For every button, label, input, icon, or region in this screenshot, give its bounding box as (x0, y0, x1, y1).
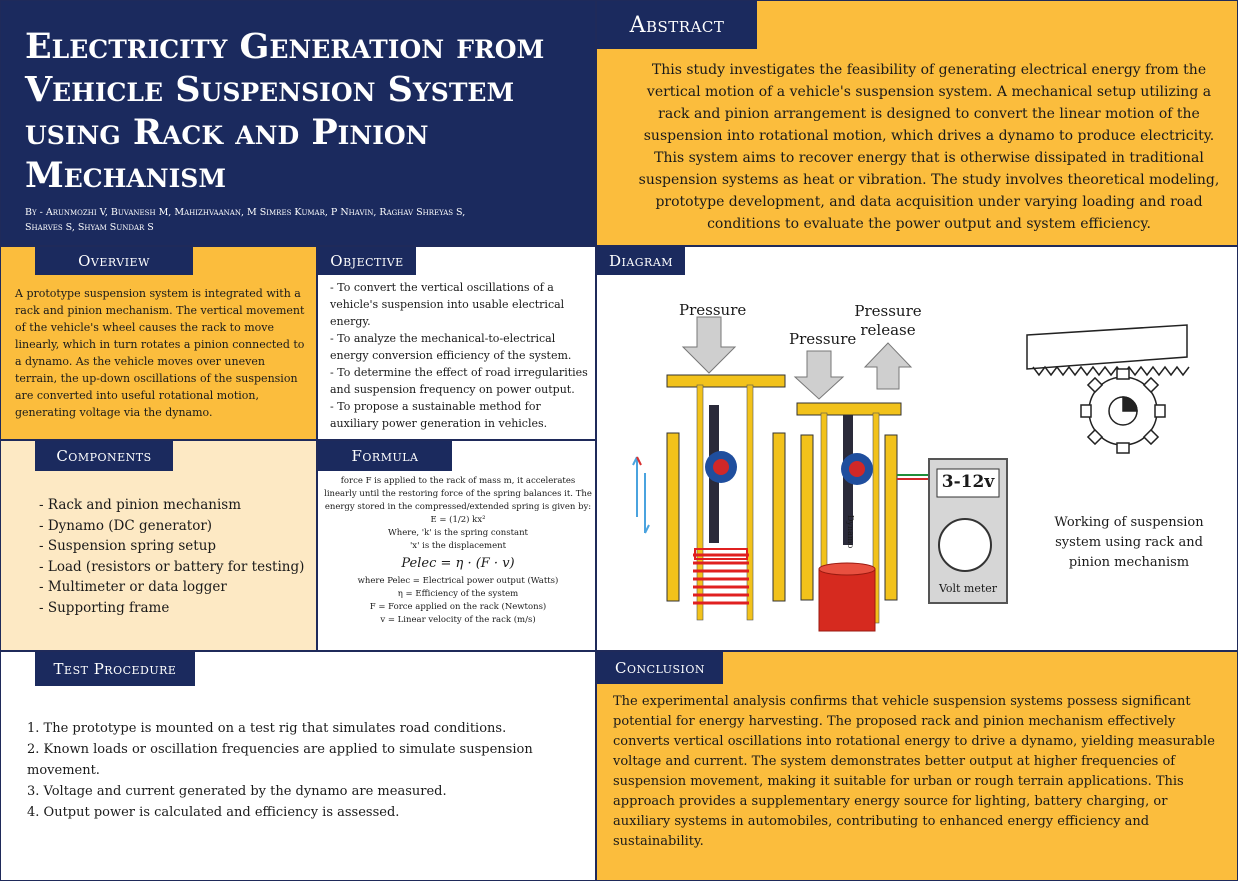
components-item: - Rack and pinion mechanism (39, 497, 242, 513)
test-item: 3. Voltage and current generated by the dynamo are measured. (27, 784, 447, 799)
diagram-heading: Diagram (597, 247, 685, 275)
formula-panel (317, 440, 596, 651)
title-panel (0, 0, 596, 246)
poster-title: Electricity Generation from Vehicle Suspension System using Rack and Pinion Mechanism (25, 26, 545, 196)
test-item: 1. The prototype is mounted on a test rig that simulates road conditions. (27, 721, 507, 736)
formula-where1: Where, 'k' is the spring constant (388, 528, 528, 538)
components-panel (0, 440, 317, 651)
diagram-caption: Working of suspension system using rack and pinion mechanism (1054, 515, 1204, 570)
authors: By - Arunmozhi V, Buvanesh M, Mahizhvaanan, M Simres Kumar, P Nhavin, Raghav Shreyas S, Sharves S, Shyam Sundar S (25, 207, 466, 233)
components-item: - Suspension spring setup (39, 538, 217, 554)
left-spring (693, 555, 749, 603)
abstract-text: This study investigates the feasibility of generating electrical energy from the vertical motion of a vehicle's suspension system. A mechanical setup utilizing a rack and pinion arrangement is designed to convert the linear motion of the suspension into rotational motion, which drives a dynamo to produce electricity. This system aims to recover energy that is otherwise dissipated in traditional suspension systems as heat or vibration. The study involves theoretical modeling, prototype development, and data acquisition under varying loading and road conditions to evaluate the power output and system efficiency. (638, 62, 1220, 232)
components-item: - Load (resistors or battery for testing) (39, 558, 305, 575)
components-item: - Multimeter or data logger (39, 579, 227, 595)
formula-intro: force F is applied to the rack of mass m, it accelerates linearly until the restoring force of the spring balances it. The energy stored in the compressed/extended spring is given by: (324, 476, 592, 512)
abstract-heading: Abstract (597, 1, 757, 49)
conclusion-panel (596, 651, 1238, 881)
test-item: 4. Output power is calculated and efficiency is assessed. (27, 805, 400, 820)
objective-item: - To convert the vertical oscillations of a vehicle's suspension into usable electrical energy. (330, 281, 565, 328)
formula-def4: v = Linear velocity of the rack (m/s) (380, 615, 536, 625)
overview-heading: Overview (35, 247, 193, 275)
formula-heading: Formula (318, 441, 452, 471)
label-release-line1: Pressure (854, 302, 922, 320)
middle-unit (795, 343, 929, 631)
objective-panel (317, 246, 596, 440)
formula-power: Pelec = η · (F · v) (401, 556, 515, 571)
test-item: 2. Known loads or oscillation frequencies are applied to simulate suspension movement. (27, 742, 533, 778)
objective-item: - To analyze the mechanical-to-electrical energy conversion efficiency of the system. (330, 332, 572, 362)
conclusion-heading: Conclusion (597, 652, 723, 684)
formula-def1: where Pelec = Electrical power output (Watts) (357, 576, 559, 586)
formula-def3: F = Force applied on the rack (Newtons) (369, 602, 547, 612)
conclusion-text: The experimental analysis confirms that vehicle suspension systems possess significant potential for energy harvesting. The proposed rack and pinion mechanism effectively converts vertical oscillations into rotational energy to drive a dynamo, yielding measurable voltage and current. The system demonstrates better output at higher frequencies of suspension movement, making it suitable for urban or rough terrain applications. This approach provides a supplementary energy source for lighting, battery charging, or auxiliary systems in automobiles, contributing to enhanced energy efficiency and sustainability. (613, 694, 1215, 849)
overview-panel (0, 246, 317, 440)
test-list (27, 718, 587, 823)
objective-item: - To determine the effect of road irregularities and suspension frequency on power output. (330, 366, 588, 396)
diagram-panel (596, 246, 1238, 651)
objective-heading: Objective (318, 247, 416, 275)
test-panel (0, 651, 596, 881)
formula-where2: 'x' is the displacement (409, 541, 507, 551)
rack-pinion-illustration (1027, 325, 1189, 453)
abstract-panel (596, 0, 1238, 246)
formula-body (324, 475, 592, 627)
test-heading: Test Procedure (35, 652, 195, 686)
components-heading: Components (35, 441, 173, 471)
dynamo-label: Dynamo (846, 515, 855, 549)
voltmeter-label: Volt meter (938, 582, 998, 595)
left-unit (633, 317, 785, 620)
overview-text: A prototype suspension system is integrated with a rack and pinion mechanism. The vertical movement of the vehicle's wheel causes the rack to move linearly, which in turn rotates a pinion connected to a dynamo. As the vehicle moves over uneven terrain, the up-down oscillations of the suspension are converted into useful rotational motion, generating voltage via the dynamo. (15, 287, 305, 419)
label-pressure-left: Pressure (679, 301, 747, 319)
voltage-readout: 3-12v (941, 472, 995, 492)
pressure-release-arrow-icon (865, 343, 911, 389)
label-pressure-middle: Pressure (789, 330, 857, 348)
pressure-arrow-down-icon (683, 317, 735, 373)
label-release-line2: release (860, 321, 916, 339)
formula-def2: η = Efficiency of the system (397, 589, 519, 599)
objective-list (330, 279, 590, 432)
oscillation-arrow-icon (633, 457, 649, 533)
formula-energy: E = (1/2) kx² (430, 515, 486, 525)
pressure-arrow-down-2-icon (795, 351, 843, 399)
components-item: - Dynamo (DC generator) (39, 517, 213, 534)
label-pressure-release (853, 302, 923, 340)
components-list (39, 495, 309, 618)
components-item: - Supporting frame (39, 599, 170, 616)
objective-item: - To propose a sustainable method for auxiliary power generation in vehicles. (330, 400, 548, 430)
